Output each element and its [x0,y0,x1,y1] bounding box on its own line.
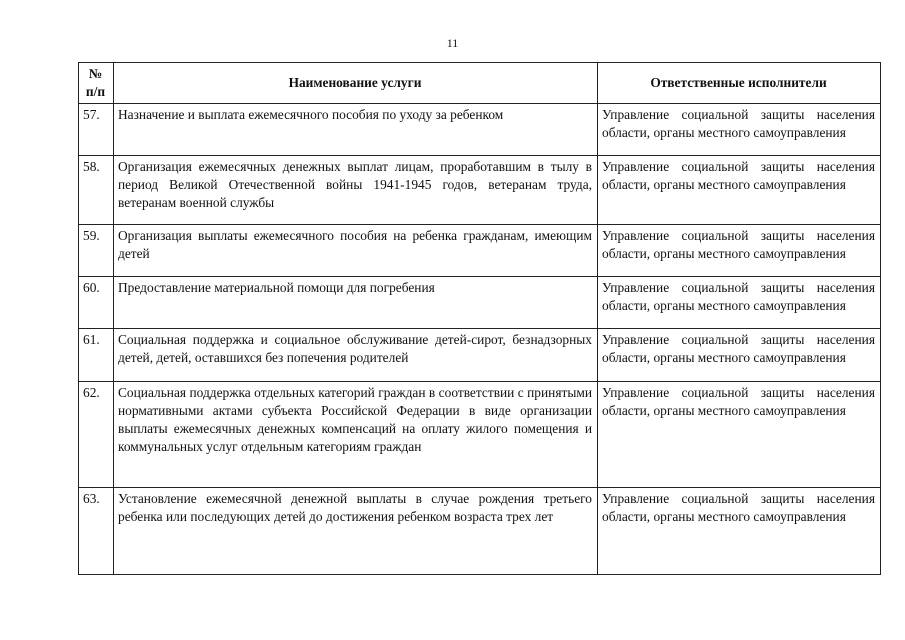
table-row [79,329,881,382]
table-row [79,382,881,488]
table-header-row [79,63,881,104]
responsible-executors: Управление социальной защиты населения области, органы местного самоуправления [598,277,881,329]
row-number: 59. [79,225,114,277]
service-name: Организация ежемесячных денежных выплат лицам, проработавшим в тылу в период Великой Отечественной войны 1941-1945 годов, ветеранам труда, ветеранам военной службы [114,156,598,225]
service-name: Социальная поддержка отдельных категорий граждан в соответствии с принятыми нормативными актами субъекта Российской Федерации в виде организации выплаты ежемесячных денежных компенсаций на оплату жилого помещения и коммунальных услуг отдельным категориям граждан [114,382,598,488]
service-name: Социальная поддержка и социальное обслуживание детей-сирот, безнадзорных детей, детей, оставшихся без попечения родителей [114,329,598,382]
responsible-executors: Управление социальной защиты населения области, органы местного самоуправления [598,382,881,488]
page-number: 11 [446,36,459,50]
row-number: 61. [79,329,114,382]
responsible-executors: Управление социальной защиты населения области, органы местного самоуправления [598,329,881,382]
row-number: 63. [79,488,114,575]
row-number: 58. [79,156,114,225]
service-name: Предоставление материальной помощи для погребения [114,277,598,329]
table-row [79,156,881,225]
header-service-name: Наименование услуги [114,63,598,104]
responsible-executors: Управление социальной защиты населения области, органы местного самоуправления [598,104,881,156]
service-name: Установление ежемесячной денежной выплаты в случае рождения третьего ребенка или последующих детей до достижения ребенком возраста трех лет [114,488,598,575]
responsible-executors: Управление социальной защиты населения области, органы местного самоуправления [598,156,881,225]
table-row [79,488,881,575]
service-name: Назначение и выплата ежемесячного пособия по уходу за ребенком [114,104,598,156]
row-number: 60. [79,277,114,329]
service-name: Организация выплаты ежемесячного пособия на ребенка гражданам, имеющим детей [114,225,598,277]
table-row [79,277,881,329]
services-table [78,62,881,575]
header-responsible: Ответственные исполнители [598,63,881,104]
table-row [79,225,881,277]
responsible-executors: Управление социальной защиты населения области, органы местного самоуправления [598,488,881,575]
header-number: № п/п [79,63,114,104]
row-number: 62. [79,382,114,488]
row-number: 57. [79,104,114,156]
table-row [79,104,881,156]
responsible-executors: Управление социальной защиты населения области, органы местного самоуправления [598,225,881,277]
